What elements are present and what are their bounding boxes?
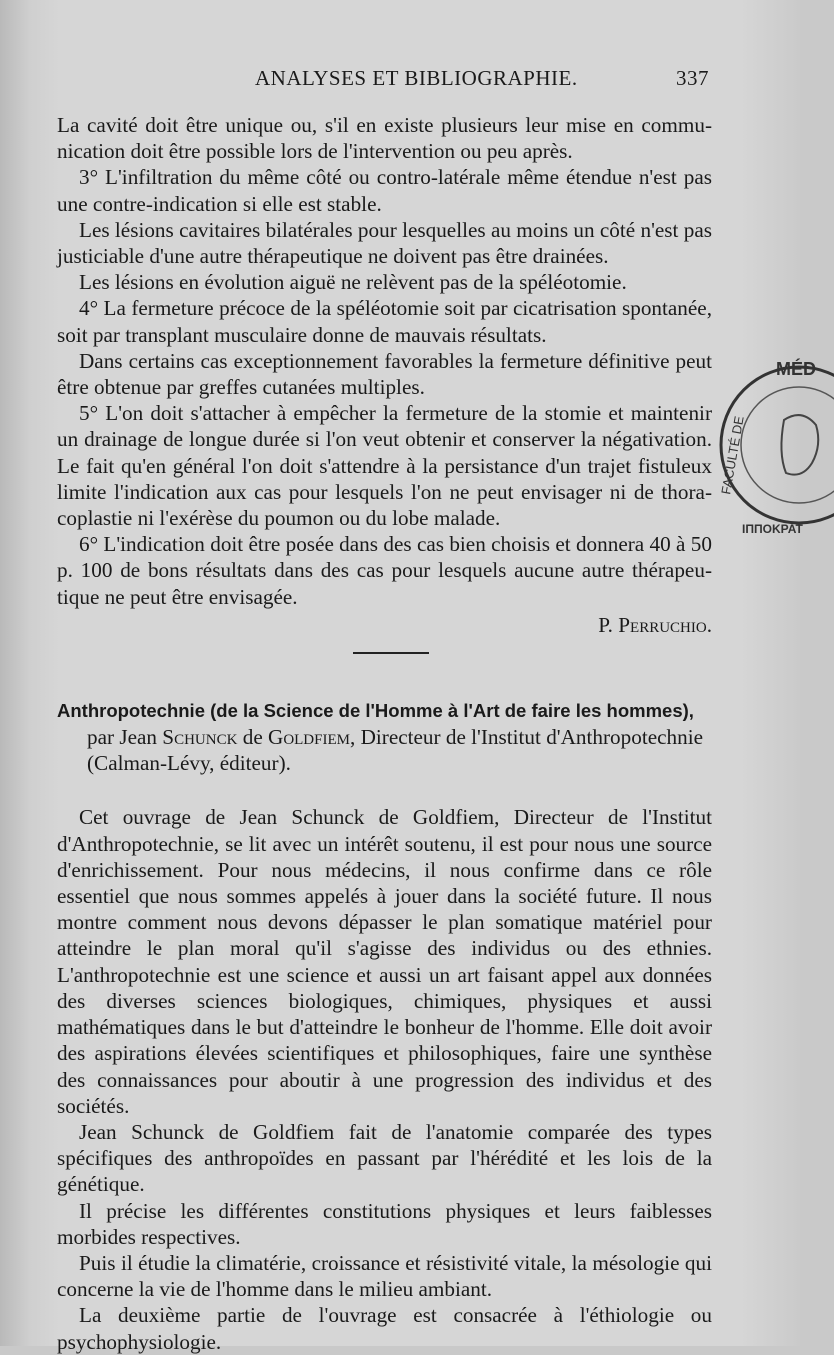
paragraph-point-4: 4° La fermeture précoce de la spéléotomie soit par cicatrisation spontanée, soit par transplant musculaire donne de mauvais résultats. — [57, 296, 712, 347]
page-body — [57, 112, 712, 1355]
paragraph-point-6: 6° L'indication doit être posée dans des cas bien choisis et donnera 40 à 50 p. 100 de bons résultats dans des cas pour lesquels aucune autre thérapeutique ne peut être envisagée. — [57, 532, 712, 609]
author-place: Goldfiem, — [268, 725, 356, 750]
stamp-text-left: FACULTÉ DE — [718, 414, 747, 496]
review-paragraph-3: Il précise les différentes constitutions physiques et leurs faiblesses morbides respectives. — [57, 1198, 712, 1249]
stamp-text-top: MÉD — [776, 359, 816, 379]
review-title: Anthropotechnie (de la Science de l'Homme à l'Art de faire les hommes), — [57, 700, 694, 722]
running-title: ANALYSES ET BIBLIOGRAPHIE. — [255, 66, 578, 90]
review-body — [57, 804, 712, 1354]
paragraph-point-3: 3° L'infiltration du même côté ou contro-latérale même étendue n'est pas une contre-indication si elle est stable. — [57, 165, 712, 216]
paragraph-acute: Les lésions en évolution aiguë ne relèvent pas de la spéléotomie. — [79, 270, 627, 295]
library-stamp — [714, 345, 834, 545]
signature: P. Perruchio. — [598, 612, 712, 637]
paragraph-cavity: La cavité doit être unique ou, s'il en existe plusieurs leur mise en communication doit être possible lors de l'intervention ou peu après. — [57, 113, 712, 164]
stamp-text-bottom: ΙΠΠΟΚΡΑΤ — [742, 522, 803, 536]
review-heading — [57, 698, 712, 776]
review-paragraph-4: Puis il étudie la climatérie, croissance et résistivité vitale, la mésologie qui concerne la vie de l'homme dans le milieu ambiant. — [57, 1250, 712, 1302]
review-paragraph-2: Jean Schunck de Goldfiem fait de l'anatomie comparée des types spécifiques des anthropoïdes en passant par l'hérédité et les lois de la génétique. — [57, 1119, 712, 1197]
author-de: de — [242, 725, 263, 750]
review-paragraph-5: La deuxième partie de l'ouvrage est consacrée à l'éthiologie ou psychophysiologie. — [57, 1303, 712, 1354]
paragraph-bilateral: Les lésions cavitaires bilatérales pour lesquelles au moins un côté n'est pas justiciable d'une autre thérapeutique ne doivent pas être drainées. — [57, 217, 712, 269]
review-paragraph-1: Cet ouvrage de Jean Schunck de Goldfiem, Directeur de l'Institut d'Anthropotechnie, se lit avec un intérêt soutenu, il est pour nous une source d'enrichissement. Pour nous médecins, il nous confirme dans ce rôle essentiel que nous sommes appelés à jouer dans la société future. Il nous montre comment nous devons dépasser le plan somatique matériel pour atteindre le plan moral qu'il s'agisse des individus ou des ethnies. L'anthropotechnie est une science et aussi un art faisant appel aux données des diverses sciences biologiques, chimiques, physiques et aussi mathématiques dans le but d'atteindre le bonheur de l'homme. Elle doit avoir des aspirations élevées scientifiques et philosophiques, faire une synthèse des connaissances pour aboutir à une progression des individus et des sociétés. — [57, 805, 712, 1118]
review-publisher: (Calman-Lévy, éditeur). — [87, 751, 291, 776]
section-divider — [353, 652, 429, 654]
author-name: Schunck — [162, 725, 238, 750]
author-role: Directeur de l'Institut d'Anthropotechnie — [360, 725, 703, 750]
page-number: 337 — [676, 66, 709, 90]
paragraph-point-5: 5° L'on doit s'attacher à empêcher la fermeture de la stomie et maintenir un drainage de longue durée si l'on veut obtenir et conserver la négativation. Le fait qu'en général l'on doit s'attendre à la persistance d'un trajet fistuleux limite l'indication aux cas pour lesquels l'on ne peut envisager ni de thoracoplastie ni l'exérèse du poumon ou du lobe malade. — [57, 401, 712, 531]
page-header — [0, 66, 800, 96]
author-prefix: par Jean — [87, 725, 157, 750]
review-author-line — [57, 724, 712, 750]
paragraph-grafts: Dans certains cas exceptionnement favorables la fermeture définitive peut être obtenue par greffes cutanées multiples. — [57, 348, 712, 400]
